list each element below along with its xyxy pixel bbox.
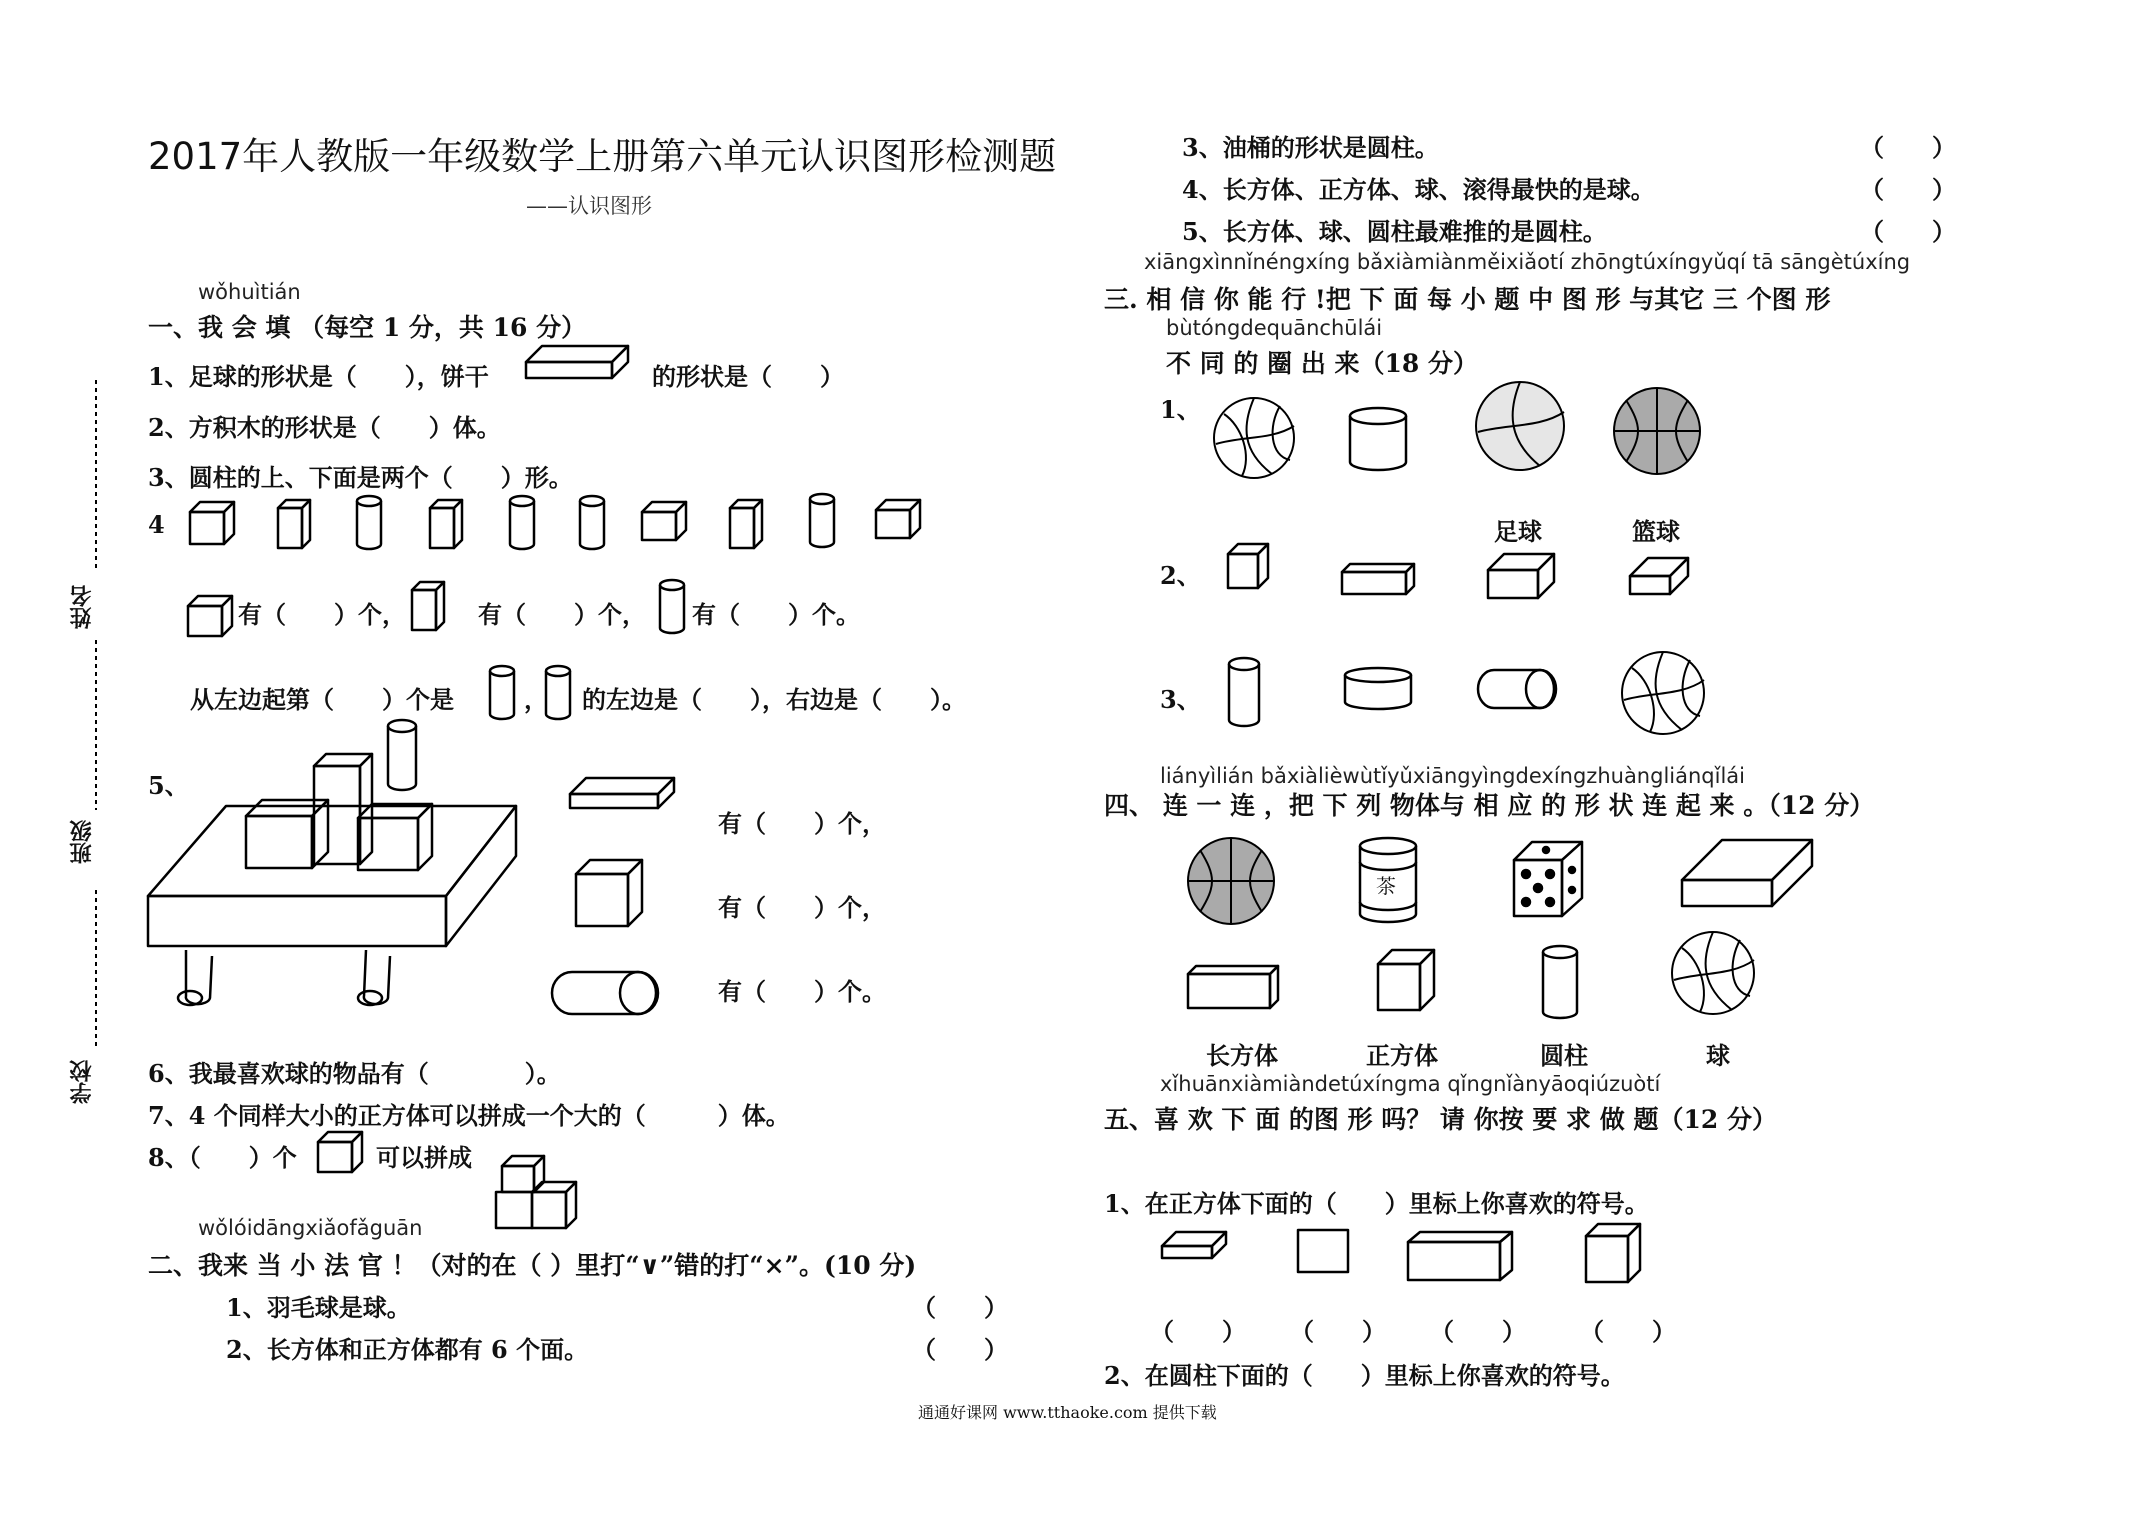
judge-item: 2、长方体和正方体都有 6 个面。	[226, 1335, 589, 1364]
tall-cuboid-icon	[276, 498, 316, 552]
cube-icon	[316, 1130, 366, 1176]
q5-cuboid-count: 有（ ）个，	[718, 809, 886, 838]
box-icon	[1678, 836, 1818, 910]
s1-q4-number: 4	[148, 510, 165, 539]
dashed-line	[95, 380, 97, 570]
cube-icon	[186, 594, 236, 640]
row1-number: 1、	[1160, 395, 1201, 424]
judge-paren: （ ）	[1860, 133, 1956, 162]
lying-cylinder-icon	[1476, 668, 1560, 710]
judge-paren: （ ）	[1860, 217, 1956, 246]
q4-cuboid-count: 有（ ）个，	[478, 600, 646, 629]
answer-paren: （ ）	[1430, 1317, 1526, 1346]
q4-left-right-text: 的左边是（ ），右边是（ ）。	[582, 685, 966, 714]
s1-q1-text-b: 的形状是（ ）	[652, 362, 844, 391]
block-table-figure	[146, 716, 526, 1016]
cylinder-icon	[508, 494, 538, 552]
judge-paren: （ ）	[912, 1293, 1008, 1322]
cube-icon	[1226, 542, 1272, 592]
row3-number: 3、	[1160, 685, 1201, 714]
s5-q2: 2、在圆柱下面的（ ）里标上你喜欢的符号。	[1104, 1361, 1625, 1390]
answer-paren: （ ）	[1290, 1317, 1386, 1346]
volleyball-icon	[1212, 396, 1296, 480]
cylinder-icon	[355, 494, 385, 552]
volleyball-icon	[1474, 380, 1566, 472]
biscuit-cuboid-icon	[522, 342, 642, 382]
s1-q2: 2、方积木的形状是（ ）体。	[148, 413, 501, 442]
q4-cylinder-count: 有（ ）个。	[692, 600, 860, 629]
short-cylinder-icon	[1342, 666, 1414, 712]
s1-q1-text: 1、足球的形状是（ ），饼干	[148, 362, 489, 391]
section1-pinyin: wǒhuìtián	[198, 280, 301, 304]
q4-cube-count: 有（ ）个，	[238, 600, 406, 629]
q5-cube-count: 有（ ）个，	[718, 893, 886, 922]
s1-q3: 3、圆柱的上、下面是两个（ ）形。	[148, 463, 573, 492]
row2-number: 2、	[1160, 561, 1201, 590]
cylinder-icon	[544, 664, 574, 722]
basketball-icon	[1186, 836, 1276, 926]
judge-item: 3、油桶的形状是圆柱。	[1182, 133, 1439, 162]
basketball-label: 篮球	[1632, 517, 1680, 546]
cylinder-icon	[658, 578, 688, 636]
cylinder-icon	[1346, 406, 1410, 474]
judge-item: 5、长方体、球、圆柱最难推的是圆柱。	[1182, 217, 1607, 246]
name-label: 姓名	[69, 585, 95, 629]
q5-cylinder-count: 有（ ）个。	[718, 977, 886, 1006]
cube-icon	[188, 500, 238, 550]
section3-pinyin: xiāngxìnnǐnéngxíng bǎxiàmiànměixiǎotí zhōngtúxíngyǔqí tā sāngètúxíng	[1144, 250, 1911, 274]
tall-cuboid-icon	[410, 580, 450, 634]
cylinder-icon	[808, 492, 838, 550]
judge-paren: （ ）	[1860, 175, 1956, 204]
cylinder-icon	[488, 664, 518, 722]
cube-icon	[574, 858, 648, 930]
lying-cylinder-icon	[550, 970, 662, 1018]
dashed-line	[95, 890, 97, 1050]
label-cube: 正方体	[1366, 1041, 1438, 1070]
section2-pinyin: wǒlóidāngxiǎofǎguān	[198, 1216, 423, 1240]
answer-paren: （ ）	[1580, 1317, 1676, 1346]
tall-cuboid-icon	[728, 498, 768, 552]
judge-paren: （ ）	[912, 1335, 1008, 1364]
section3-heading: 三. 相 信 你 能 行 !把 下 面 每 小 题 中 图 形 与其它 三 个图 形	[1104, 285, 1831, 314]
class-label: 班级	[69, 820, 95, 864]
football-label: 足球	[1494, 517, 1542, 546]
s1-q8-text-b: 可以拼成	[376, 1143, 472, 1172]
s1-q7: 7、4 个同样大小的正方体可以拼成一个大的（ ）体。	[148, 1101, 790, 1130]
stacked-cubes-icon	[494, 1148, 590, 1232]
flat-cuboid-icon	[566, 774, 686, 814]
cylinder-icon	[578, 494, 608, 552]
cylinder-icon	[1226, 656, 1264, 728]
page-subtitle: ——认识图形	[526, 194, 652, 218]
label-sphere: 球	[1706, 1041, 1730, 1070]
volleyball-icon	[1670, 930, 1756, 1016]
section5-pinyin: xǐhuānxiàmiàndetúxíngma qǐngnǐànyāoqiúzuòtí	[1160, 1072, 1661, 1096]
footer-credit: 通通好课网 www.tthaoke.com 提供下载	[918, 1403, 1217, 1422]
s1-q8-text: 8、（ ）个	[148, 1143, 297, 1172]
cube-icon	[640, 500, 690, 544]
page-title: 2017年人教版一年级数学上册第六单元认识图形检测题	[148, 135, 1057, 178]
judge-item: 4、长方体、正方体、球、滚得最快的是球。	[1182, 175, 1655, 204]
judge-item: 1、羽毛球是球。	[226, 1293, 411, 1322]
basketball-icon	[1612, 386, 1702, 476]
cuboid-icon	[1340, 560, 1416, 598]
volleyball-icon	[1620, 650, 1706, 736]
cube-icon	[1376, 948, 1438, 1014]
section3-pinyin-2: bùtóngdequānchūlái	[1166, 316, 1383, 340]
q4-position-text: 从左边起第（ ）个是	[190, 685, 454, 714]
section5-heading: 五、喜 欢 下 面 的图 形 吗？ 请 你按 要 求 做 题（12 分）	[1104, 1105, 1777, 1134]
label-cuboid: 长方体	[1206, 1041, 1278, 1070]
cuboid-icon	[1184, 962, 1288, 1012]
s1-q5-number: 5、	[148, 771, 189, 800]
answer-paren: （ ）	[1150, 1317, 1246, 1346]
s5-q1: 1、在正方体下面的（ ）里标上你喜欢的符号。	[1104, 1189, 1649, 1218]
section4-pinyin: liányìlián bǎxiàlièwùtǐyǔxiāngyìngdexíngzhuàngliánqǐlái	[1160, 764, 1745, 788]
dashed-line	[95, 640, 97, 810]
section1-heading: 一、我 会 填 （每空 1 分，共 16 分）	[148, 313, 587, 342]
cube-icon	[874, 498, 924, 542]
cuboid-icon	[1406, 1228, 1516, 1284]
tall-cuboid-icon	[428, 498, 468, 552]
section3-heading-2: 不 同 的 圈 出 来（18 分）	[1166, 349, 1479, 378]
flat-cuboid-icon	[1160, 1228, 1232, 1264]
section4-heading: 四、 连 一 连 ，把 下 列 物体与 相 应 的 形 状 连 起 来 。（12 分）	[1104, 791, 1875, 820]
cube-icon	[1584, 1222, 1644, 1286]
tea-label: 茶	[1376, 874, 1396, 898]
s1-q6: 6、我最喜欢球的物品有（ ）。	[148, 1059, 561, 1088]
q4-comma: ，	[524, 685, 548, 714]
dice-icon	[1510, 838, 1586, 920]
cuboid-icon	[1486, 552, 1556, 602]
square-icon	[1296, 1228, 1352, 1276]
label-cylinder: 圆柱	[1540, 1041, 1588, 1070]
school-label: 学校	[69, 1060, 95, 1104]
cuboid-icon	[1628, 556, 1692, 598]
cylinder-icon	[1540, 944, 1582, 1020]
section2-heading: 二、我来 当 小 法 官 ！（对的在（ ）里打“∨”错的打“×”。(10 分)	[148, 1251, 917, 1280]
